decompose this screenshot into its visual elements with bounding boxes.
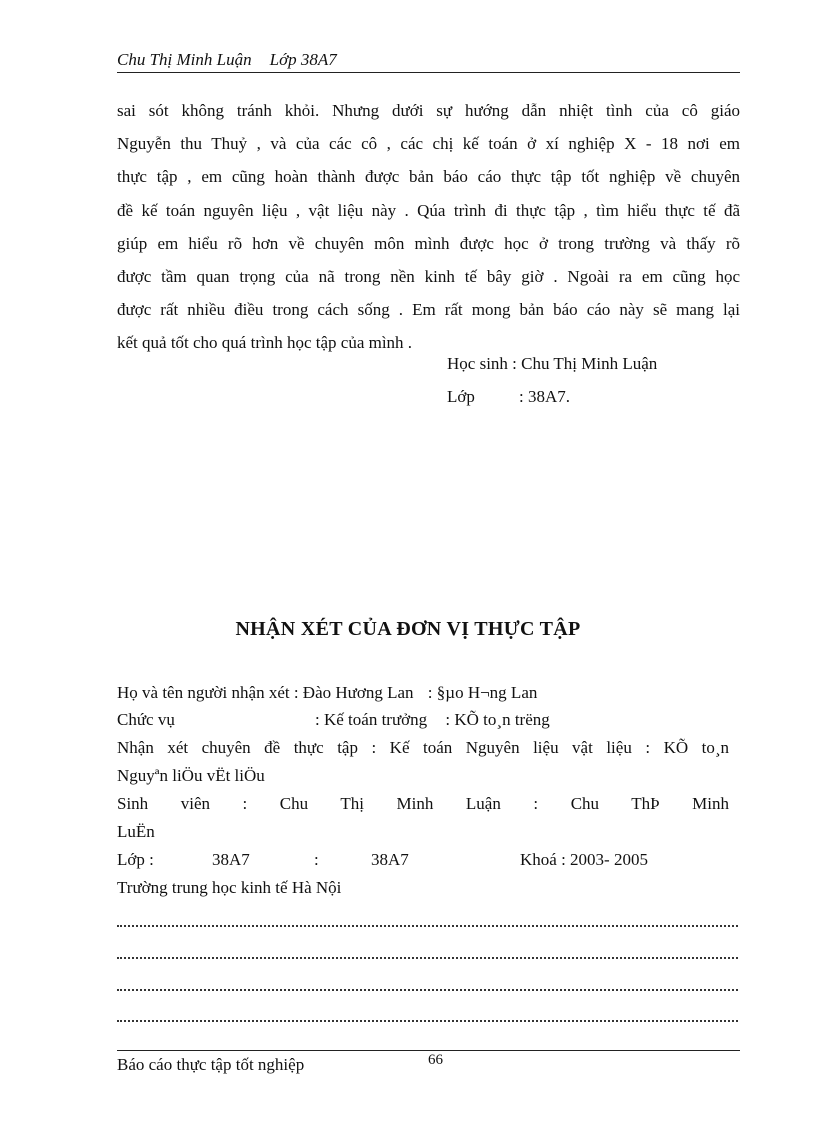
signature-class-value: : 38A7.	[519, 387, 570, 406]
reviewer-garbled: : §µo H¬ng Lan	[427, 683, 538, 702]
student-colon: :	[533, 794, 539, 813]
signature-class	[447, 387, 570, 407]
student-row	[117, 794, 729, 814]
section-title: NHẬN XÉT CỦA ĐƠN VỊ THỰC TẬP	[235, 618, 581, 640]
body-paragraph	[117, 94, 740, 360]
comment-line	[117, 957, 738, 959]
class-value-2: 38A7	[371, 850, 409, 869]
comment-line	[117, 989, 738, 991]
student-garbled-3: Minh	[692, 794, 730, 813]
paragraph-line: được rất nhiều điều trong cách sống . Em rất mong bản báo cáo này sẽ mang lại	[117, 300, 740, 320]
signature-class-label: Lớp	[447, 387, 475, 406]
comment-line	[117, 1020, 738, 1022]
signature-student-value: : Chu Thị Minh Luận	[512, 354, 658, 373]
position-value: : Kế toán trưởng	[315, 710, 428, 729]
student-garbled-2: ThÞ	[631, 794, 660, 813]
paragraph-line: kết quả tốt cho quá trình học tập của mình .	[117, 333, 413, 353]
topic-colon: :	[645, 738, 651, 757]
paragraph-line: Nguyễn thu Thuỷ , và của các cô , các chị kế toán ở xí nghiệp X - 18 nơi em	[117, 134, 740, 154]
position-row	[117, 710, 550, 730]
course: Khoá : 2003- 2005	[520, 850, 648, 869]
reviewer-row	[117, 683, 537, 703]
class-value: 38A7	[212, 850, 250, 869]
topic-row	[117, 738, 729, 758]
class-row	[117, 850, 648, 870]
student-label: Sinh viên : Chu Thị Minh Luận	[117, 794, 501, 813]
topic-label: Nhận xét chuyên đề thực tập : Kế toán Nguyên liệu vật liệu	[117, 738, 632, 757]
paragraph-line: được tầm quan trọng của nã trong nền kinh tế bây giờ . Ngoài ra em cũng học	[117, 267, 740, 287]
topic-garbled-2: to¸n	[701, 738, 730, 757]
topic-garbled-1: KÕ	[663, 738, 689, 757]
comment-line	[117, 925, 738, 927]
position-garbled: : KÕ to¸n trëng	[445, 710, 550, 729]
school: Trường trung học kinh tế Hà Nội	[117, 878, 342, 897]
paragraph-line: đề kế toán nguyên liệu , vật liệu này . Qúa trình đi thực tập , tìm hiểu thực tế đã	[117, 200, 740, 220]
page-number: 66	[428, 1052, 443, 1068]
position-label: Chức vụ	[117, 710, 175, 729]
paragraph-line: thực tập , em cũng hoàn thành được bản báo cáo thực tập tốt nghiệp về chuyên	[117, 167, 740, 187]
topic-row-cont: Nguyªn liÖu vËt liÖu	[117, 766, 265, 785]
signature-student	[447, 354, 657, 374]
header-class: Lớp 38A7	[269, 50, 337, 69]
footer-report: Báo cáo thực tập tốt nghiệp	[117, 1055, 305, 1074]
student-row-cont: LuËn	[117, 822, 155, 841]
signature-student-label: Học sinh	[447, 354, 508, 373]
footer-rule	[117, 1050, 740, 1051]
page-header	[117, 50, 355, 70]
header-rule	[117, 72, 740, 73]
paragraph-line: sai sót không tránh khỏi. Nhưng dưới sự hướng dẫn nhiệt tình của cô giáo	[117, 101, 740, 120]
class-label: Lớp :	[117, 850, 154, 869]
paragraph-line: giúp em hiểu rõ hơn về chuyên môn mình được học ở trong trường và thấy rõ	[117, 233, 740, 253]
student-garbled-1: Chu	[570, 794, 600, 813]
class-colon: :	[314, 850, 319, 869]
reviewer-label: Họ và tên người nhận xét : Đào Hương Lan	[117, 683, 414, 702]
header-author: Chu Thị Minh Luận	[117, 50, 252, 69]
